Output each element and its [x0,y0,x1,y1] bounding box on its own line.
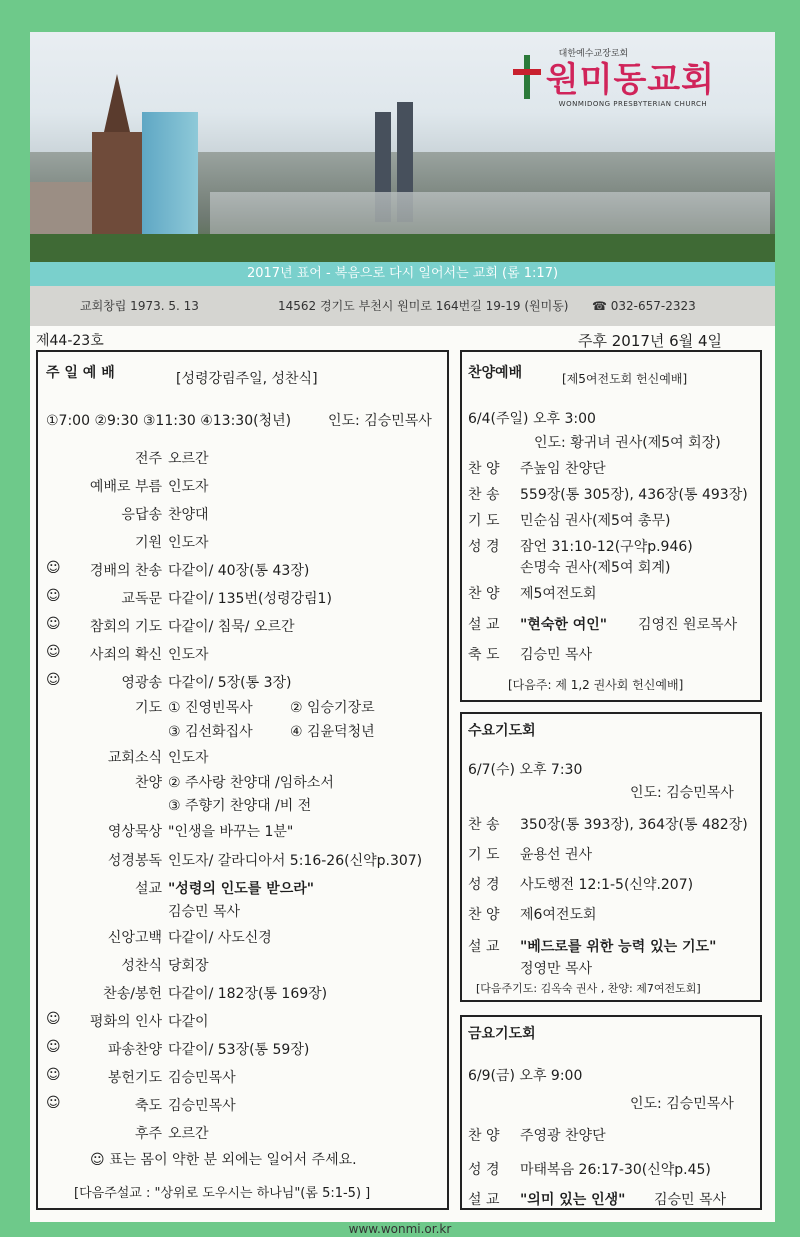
praise-bless: 김승민 목사 [520,647,593,663]
sermon-label: 설교 [134,881,162,897]
praise-anthem: 제5여전도회 [520,586,597,602]
sunday-subtitle: [성령강림주일, 성찬식] [176,371,318,387]
news-label: 교회소식 [107,750,162,766]
choir-2: ③ 주향기 찬양대 /비 전 [168,798,312,814]
praise-service-box [460,350,762,702]
item-label: 사죄의 확신 [89,647,162,663]
founded-date: 교회창립 1973. 5. 13 [80,299,199,313]
item-value: 다같이/ 182장(통 169장) [168,986,328,1002]
item-label: 교독문 [121,591,162,607]
item-value: 다같이/ 40장(통 43장) [168,563,310,579]
item-label: 파송찬양 [107,1042,162,1058]
sunday-title: 주 일 예 배 [46,365,115,381]
info-bar [30,286,775,326]
sermon-title: "성령의 인도를 받으라" [168,881,315,897]
reading-value: 인도자/ 갈라디아서 5:16-26(신약p.307) [168,853,423,869]
prayer-3: ③ 김선화집사 [168,724,253,740]
choir-label: 찬양 [134,775,162,791]
stand-marker-icon: ☺ [46,1067,61,1083]
praise-time: 6/4(주일) 오후 3:00 [468,411,596,427]
item-label: 찬 양 [468,907,500,923]
praise-bless-label: 축 도 [468,647,500,663]
item-value: 김승민목사 [168,1098,236,1114]
item-value: 인도자 [168,535,209,551]
church-spire [104,74,130,132]
item-value: 당회장 [168,958,209,974]
item-label: 찬 송 [468,817,500,833]
item-value: 찬양대 [168,507,209,523]
item-value: 다같이/ 5장(통 3장) [168,675,292,691]
friday-service-box [460,1015,762,1210]
item-value: 인도자 [168,647,209,663]
stand-marker-icon: ☺ [46,588,61,604]
praise-sermon-title: "현숙한 여인" [520,617,608,633]
item-label: 응답송 [121,507,162,523]
prayer-label: 기도 [134,700,162,716]
church-english-name: WONMIDONG PRESBYTERIAN CHURCH [558,100,708,108]
standing-note: ☺ 표는 몸이 약한 분 외에는 일어서 주세요. [90,1152,357,1168]
item-value: 오르간 [168,451,209,467]
item-label: 봉헌기도 [107,1070,162,1086]
item-label: 찬 양 [468,461,500,477]
praise-preacher: 김영진 원로목사 [638,617,738,633]
denomination: 대한예수교장로회 [558,49,629,59]
wednesday-sermon-label: 설 교 [468,939,500,955]
choir-1: ② 주사랑 찬양대 /임하소서 [168,775,334,791]
item-label: 성찬식 [121,958,162,974]
video-value: "인생을 바꾸는 1분" [168,824,294,840]
item-value: 다같이/ 사도신경 [168,930,272,946]
item-label: 경배의 찬송 [89,563,162,579]
stand-marker-icon: ☺ [46,616,61,632]
item-label: 신앙고백 [107,930,162,946]
wednesday-leader: 인도: 김승민목사 [630,785,734,801]
stand-marker-icon: ☺ [46,560,61,576]
wednesday-time: 6/7(수) 오후 7:30 [468,762,583,778]
wednesday-next: [다음주기도: 김옥숙 권사 , 찬양: 제7여전도회] [476,982,701,995]
prayer-2: ② 임승기장로 [290,700,375,716]
cross-icon [513,55,541,99]
news-value: 인도자 [168,750,209,766]
item-value: 다같이 [168,1014,209,1030]
praise-anthem-label: 찬 양 [468,586,500,602]
item-value: 윤용선 권사 [520,847,593,863]
bulletin-date: 주후 2017년 6월 4일 [578,332,723,350]
item-label: 축도 [134,1098,162,1114]
item-label: 기 도 [468,513,500,529]
video-label: 영상묵상 [107,824,162,840]
item-label: 찬 송 [468,487,500,503]
stand-marker-icon: ☺ [46,1095,61,1111]
motto-bar: 2017년 표어 - 복음으로 다시 일어서는 교회 (롬 1:17) [30,262,775,286]
item-value: 인도자 [168,479,209,495]
friday-leader: 인도: 김승민목사 [630,1096,734,1112]
item-value: 사도행전 12:1-5(신약.207) [520,877,694,893]
item-value: 제6여전도회 [520,907,597,923]
stand-marker-icon: ☺ [46,644,61,660]
item-label: 성 경 [468,539,500,555]
friday-sermon-title: "의미 있는 인생" [520,1192,626,1208]
church-logo [513,49,715,108]
friday-preacher: 김승민 목사 [654,1192,727,1208]
praise-leader: 인도: 황귀녀 권사(제5여 회장) [534,435,721,451]
wednesday-preacher: 정영만 목사 [520,961,593,977]
item-label: 참회의 기도 [89,619,162,635]
friday-item-value: 주영광 찬양단 [520,1128,606,1144]
item-label: 전주 [134,451,162,467]
item-value: 다같이/ 53장(통 59장) [168,1042,310,1058]
item-value: 잠언 31:10-12(구약p.946) [520,539,693,555]
friday-item-label: 찬 양 [468,1128,500,1144]
wednesday-title: 수요기도회 [468,723,536,739]
friday-time: 6/9(금) 오후 9:00 [468,1068,583,1084]
sunday-leader: 인도: 김승민목사 [328,413,432,429]
item-value: 559장(통 305장), 436장(통 493장) [520,487,748,503]
next-sermon: [다음주설교 : "상위로 도우시는 하나님"(롬 5:1-5) ] [74,1186,371,1201]
prayer-1: ① 진영빈목사 [168,700,253,716]
praise-reader: 손명숙 권사(제5여 회계) [520,560,671,576]
item-label: 찬송/봉헌 [103,986,162,1002]
item-label: 기원 [134,535,162,551]
stand-marker-icon: ☺ [46,1039,61,1055]
sunday-service-box [36,350,449,1210]
banner-photo [30,32,775,262]
wednesday-sermon-title: "베드로를 위한 능력 있는 기도" [520,939,717,955]
item-value: 오르간 [168,1126,209,1142]
item-value: 민순심 권사(제5여 총무) [520,513,671,529]
friday-item-label: 성 경 [468,1162,500,1178]
item-value: 다같이/ 135번(성령강림1) [168,591,332,607]
address: 14562 경기도 부천시 원미로 164번길 19-19 (원미동) [278,299,569,313]
stand-marker-icon: ☺ [46,1011,61,1027]
prayer-4: ④ 김윤덕청년 [290,724,375,740]
friday-title: 금요기도회 [468,1026,536,1042]
praise-sermon-label: 설 교 [468,617,500,633]
item-value: 김승민목사 [168,1070,236,1086]
item-label: 영광송 [121,675,162,691]
item-label: 예배로 부름 [89,479,162,495]
phone: ☎ 032-657-2323 [592,299,696,313]
friday-item-value: 마태복음 26:17-30(신약p.45) [520,1162,711,1178]
praise-next: [다음주: 제 1,2 권사회 헌신예배] [508,678,684,692]
item-label: 평화의 인사 [89,1014,162,1030]
reading-label: 성경봉독 [107,853,162,869]
stand-marker-icon: ☺ [46,672,61,688]
item-label: 후주 [134,1126,162,1142]
item-label: 기 도 [468,847,500,863]
item-value: 350장(통 393장), 364장(통 482장) [520,817,748,833]
bulletin-number: 제44-23호 [36,333,104,349]
friday-sermon-label: 설 교 [468,1192,500,1208]
praise-subtitle: [제5여전도회 헌신예배] [562,372,688,386]
church-name: 원미동교회 [545,60,715,100]
item-value: 다같이/ 침묵/ 오르간 [168,619,295,635]
website-link[interactable]: www.wonmi.or.kr [348,1222,452,1236]
trees [30,234,775,262]
item-label: 성 경 [468,877,500,893]
sermon-preacher: 김승민 목사 [168,904,241,920]
wednesday-service-box [460,712,762,1002]
praise-title: 찬양예배 [468,365,523,381]
service-times: ①7:00 ②9:30 ③11:30 ④13:30(청년) [46,413,292,429]
item-value: 주높임 찬양단 [520,461,606,477]
